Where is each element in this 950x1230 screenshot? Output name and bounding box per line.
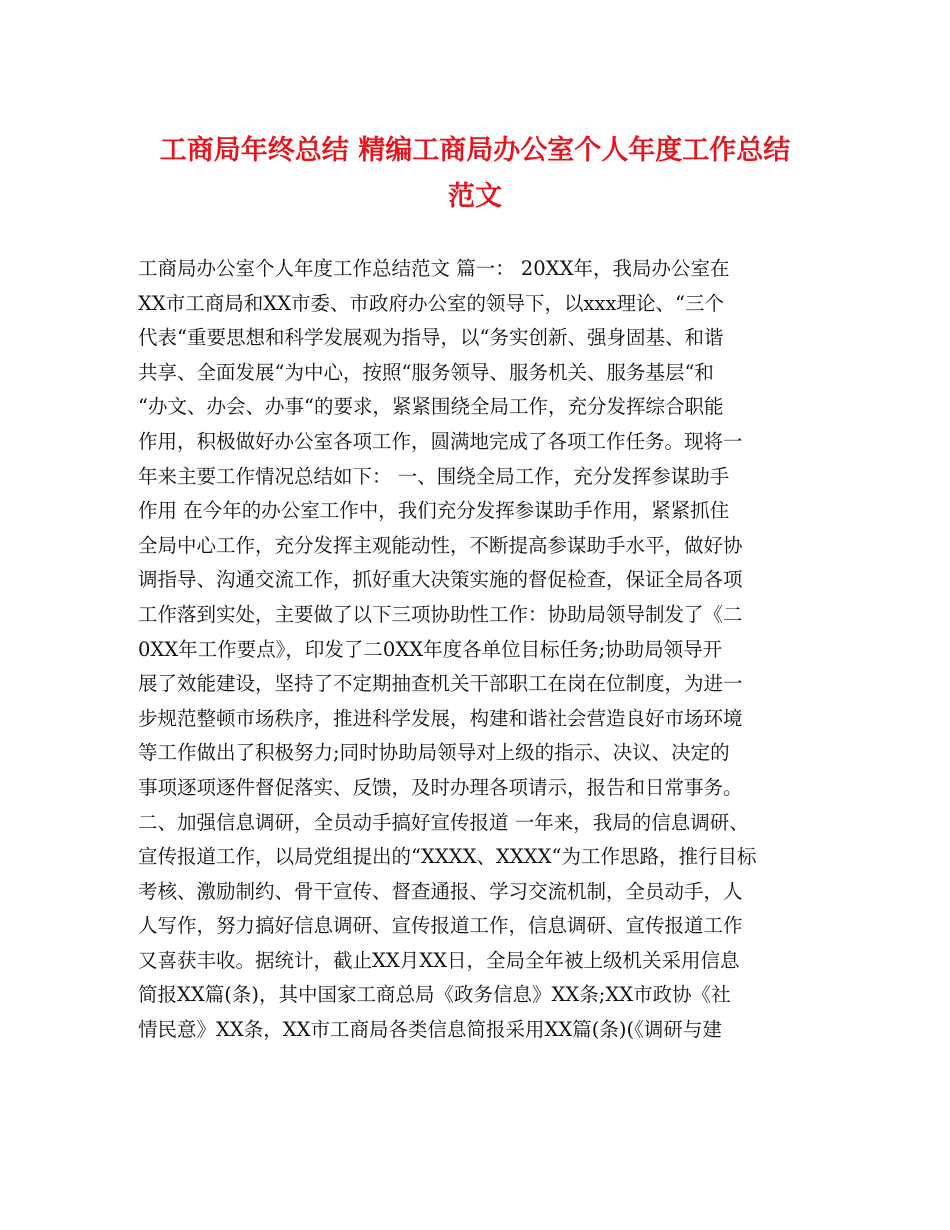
body-line: 又喜获丰收。据统计，截止XX月XX日，全局全年被上级机关采用信息 [138,948,740,972]
body-line: 二、加强信息调研，全员动手搞好宣传报道 一年来，我局的信息调研、 [138,810,749,834]
body-line: 情民意》XX条，XX市工商局各类信息简报采用XX篇(条)(《调研与建 [138,1018,722,1042]
body-line: 作用，积极做好办公室各项工作，圆满地完成了各项工作任务。现将一 [138,429,743,453]
body-line: “办文、办会、办事“的要求，紧紧围绕全局工作，充分发挥综合职能 [138,395,724,419]
body-line: 考核、激励制约、骨干宣传、督查通报、学习交流机制，全员动手，人 [138,879,743,903]
body-line: 宣传报道工作，以局党组提出的“XXXX、XXXX“为工作思路，推行目标 [138,845,757,869]
body-line: 等工作做出了积极努力;同时协助局领导对上级的指示、决议、决定的 [138,741,730,765]
body-line: 人写作，努力搞好信息调研、宣传报道工作，信息调研、宣传报道工作 [138,914,743,938]
body-line: 简报XX篇(条)，其中国家工商总局《政务信息》XX条;XX市政协《社 [138,983,731,1007]
body-line: 0XX年工作要点》，印发了二0XX年度各单位目标任务;协助局领导开 [138,637,723,661]
body-line: 共享、全面发展“为中心，按照“服务领导、服务机关、服务基层“和 [138,360,714,384]
body-line: 展了效能建设，坚持了不定期抽查机关干部职工在岗在位制度，为进一 [138,672,743,696]
title-line-2: 范文 [448,181,502,212]
body-line: 工商局办公室个人年度工作总结范文 篇一： 20XX年，我局办公室在 [138,257,730,280]
document-title [120,128,830,220]
body-line: 调指导、沟通交流工作，抓好重大决策实施的督促检查，保证全局各项 [138,568,743,592]
document-body [138,252,828,1048]
body-line: 步规范整顿市场秩序，推进科学发展，构建和谐社会营造良好市场环境 [138,706,743,730]
body-line: XX市工商局和XX市委、市政府办公室的领导下，以xxx理论、“三个 [138,291,724,315]
body-line: 全局中心工作，充分发挥主观能动性，不断提高参谋助手水平，做好协 [138,533,743,557]
body-line: 作用 在今年的办公室工作中，我们充分发挥参谋助手作用，紧紧抓住 [138,499,730,523]
body-line: 工作落到实处，主要做了以下三项协助性工作：协助局领导制发了《二 [138,602,743,626]
body-line: 年来主要工作情况总结如下： 一、围绕全局工作，充分发挥参谋助手 [138,464,730,488]
body-line: 事项逐项逐件督促落实、反馈，及时办理各项请示，报告和日常事务。 [138,775,743,799]
body-line: 代表“重要思想和科学发展观为指导，以“务实创新、强身固基、和谐 [138,326,724,350]
title-line-1: 工商局年终总结 精编工商局办公室个人年度工作总结 [159,135,791,166]
